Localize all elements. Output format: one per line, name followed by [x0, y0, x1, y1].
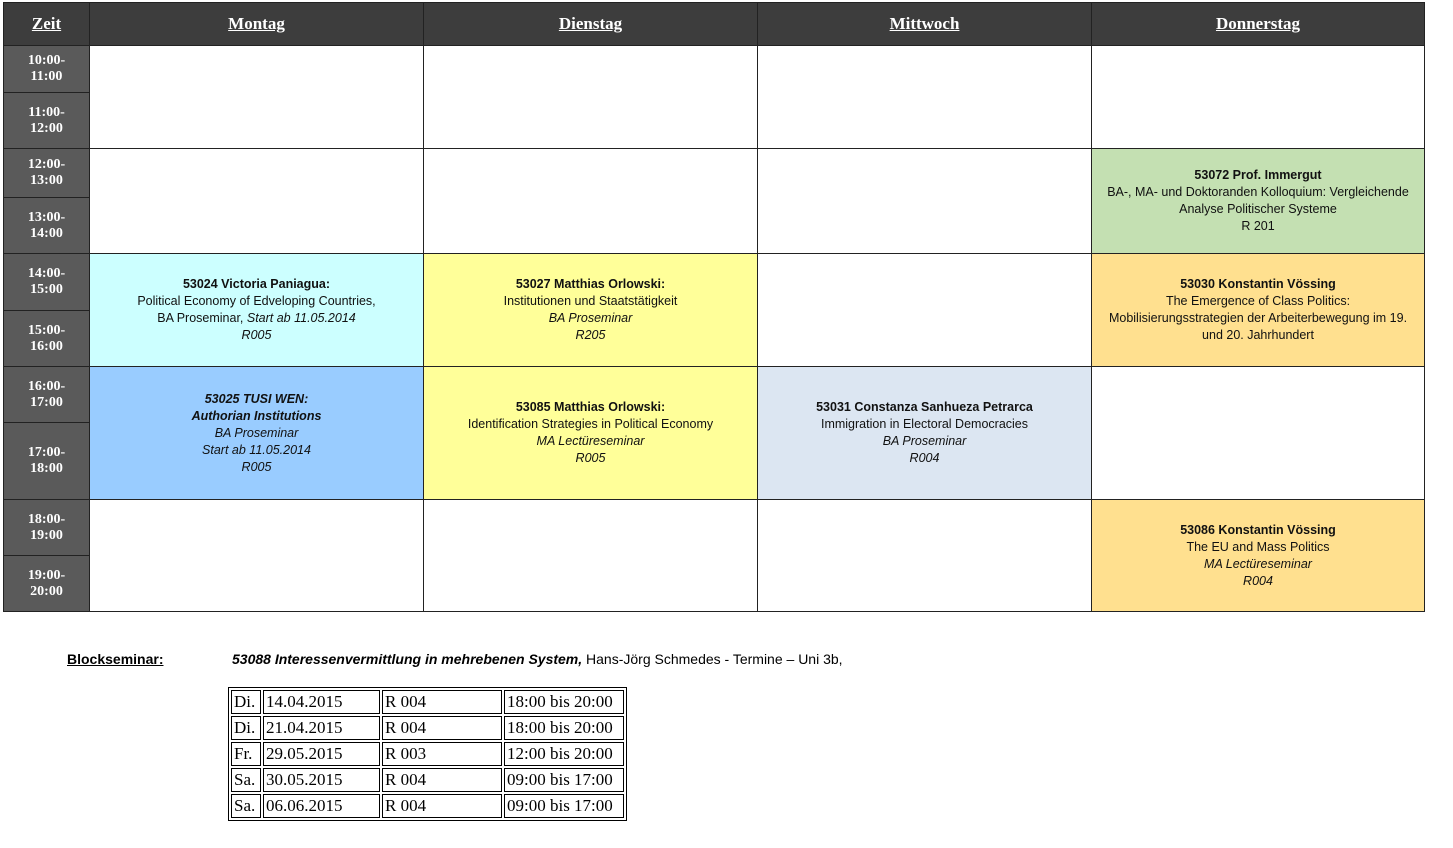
- course-subtitle: Mobilisierungsstrategien der Arbeiterbewegung im 19. und 20. Jahrhundert: [1108, 311, 1408, 342]
- course-code: 53086 Konstantin Vössing: [1180, 522, 1336, 537]
- empty-slot: [424, 46, 758, 149]
- date-room: R 004: [382, 768, 502, 792]
- empty-slot: [758, 500, 1092, 612]
- time-slot: 17:00- 18:00: [4, 423, 90, 500]
- date-day: Fr.: [231, 742, 261, 766]
- course-title: The EU and Mass Politics: [1186, 539, 1330, 554]
- empty-slot: [90, 46, 424, 149]
- course-room: R 201: [1241, 219, 1275, 233]
- course-type: MA Lectüreseminar: [1204, 556, 1312, 571]
- course-53086: [1092, 500, 1425, 612]
- course-53072: [1092, 149, 1425, 254]
- date-time: 18:00 bis 20:00: [504, 690, 624, 714]
- date-time: 09:00 bis 17:00: [504, 768, 624, 792]
- course-53024: [90, 254, 424, 367]
- course-room: R004: [1243, 573, 1273, 588]
- date-day: Sa.: [231, 768, 261, 792]
- course-title: Identification Strategies in Political Economy: [467, 417, 714, 431]
- date-day: Di.: [231, 716, 261, 740]
- course-53025: [90, 367, 424, 500]
- header-monday: Montag: [90, 3, 424, 46]
- course-53031: [758, 367, 1092, 500]
- empty-slot: [1092, 367, 1425, 500]
- course-title: Immigration in Electoral Democracies: [820, 417, 1028, 431]
- empty-slot: [758, 149, 1092, 254]
- course-type: BA Proseminar,: [157, 311, 247, 325]
- time-slot: 11:00- 12:00: [4, 93, 90, 149]
- course-53030: [1092, 254, 1425, 367]
- time-slot: 15:00- 16:00: [4, 311, 90, 367]
- date-value: 14.04.2015: [263, 690, 380, 714]
- date-value: 30.05.2015: [263, 768, 380, 792]
- date-value: 29.05.2015: [263, 742, 380, 766]
- date-time: 09:00 bis 17:00: [504, 794, 624, 818]
- date-room: R 003: [382, 742, 502, 766]
- date-room: R 004: [382, 794, 502, 818]
- course-type: BA Proseminar: [548, 311, 633, 325]
- time-slot: 14:00- 15:00: [4, 254, 90, 311]
- empty-slot: [424, 500, 758, 612]
- course-title: Political Economy of Edveloping Countries,: [137, 294, 376, 308]
- date-room: R 004: [382, 716, 502, 740]
- blockseminar-title: 53088 Interessenvermittlung in mehrebenen System,: [232, 651, 583, 667]
- date-value: 21.04.2015: [263, 716, 380, 740]
- header-tuesday: Dienstag: [424, 3, 758, 46]
- date-time: 18:00 bis 20:00: [504, 716, 624, 740]
- course-type: BA Proseminar: [214, 425, 299, 440]
- date-value: 06.06.2015: [263, 794, 380, 818]
- course-room: R004: [909, 451, 940, 465]
- blockseminar-label: Blockseminar:: [67, 651, 164, 667]
- header-row: [4, 3, 1425, 46]
- date-day: Di.: [231, 690, 261, 714]
- course-type: BA Proseminar: [882, 434, 967, 448]
- empty-slot: [424, 149, 758, 254]
- course-code: 53072 Prof. Immergut: [1194, 168, 1322, 182]
- course-start: Start ab 11.05.2014: [202, 442, 311, 457]
- course-room: R005: [575, 451, 606, 465]
- blockseminar-dates-table: [228, 687, 627, 821]
- course-start: Start ab 11.05.2014: [246, 311, 356, 325]
- course-title: Authorian Institutions: [191, 408, 322, 423]
- empty-slot: [90, 149, 424, 254]
- blockseminar-details: Hans-Jörg Schmedes - Termine – Uni 3b,: [582, 651, 843, 667]
- date-row: [231, 794, 624, 818]
- blockseminar-description: [232, 651, 843, 667]
- header-time: Zeit: [4, 3, 90, 46]
- date-row: [231, 690, 624, 714]
- course-room: R005: [241, 459, 272, 474]
- course-code: 53085 Matthias Orlowski:: [515, 400, 666, 414]
- time-slot: 10:00- 11:00: [4, 46, 90, 93]
- empty-slot: [758, 46, 1092, 149]
- time-slot: 12:00- 13:00: [4, 149, 90, 198]
- course-code: 53030 Konstantin Vössing: [1180, 277, 1336, 291]
- course-code: 53024 Victoria Paniagua:: [182, 277, 331, 291]
- course-title: BA-, MA- und Doktoranden Kolloquium: Vergleichende Analyse Politischer Systeme: [1107, 185, 1409, 216]
- course-53085: [424, 367, 758, 500]
- course-title: Institutionen und Staatstätigkeit: [503, 294, 678, 308]
- time-slot: 18:00- 19:00: [4, 500, 90, 556]
- course-type: MA Lectüreseminar: [536, 434, 645, 448]
- date-row: [231, 716, 624, 740]
- date-day: Sa.: [231, 794, 261, 818]
- date-row: [231, 742, 624, 766]
- date-time: 12:00 bis 20:00: [504, 742, 624, 766]
- empty-slot: [90, 500, 424, 612]
- date-row: [231, 768, 624, 792]
- course-room: R005: [241, 328, 272, 342]
- course-title: The Emergence of Class Politics:: [1165, 294, 1351, 308]
- header-thursday: Donnerstag: [1092, 3, 1425, 46]
- timetable: [3, 2, 1425, 612]
- empty-slot: [758, 254, 1092, 367]
- header-wednesday: Mittwoch: [758, 3, 1092, 46]
- course-room: R205: [575, 328, 606, 342]
- empty-slot: [1092, 46, 1425, 149]
- course-53027: [424, 254, 758, 367]
- course-code: 53027 Matthias Orlowski:: [515, 277, 666, 291]
- time-slot: 16:00- 17:00: [4, 367, 90, 423]
- time-slot: 13:00- 14:00: [4, 198, 90, 254]
- course-code: 53025 TUSI WEN:: [204, 391, 309, 406]
- date-room: R 004: [382, 690, 502, 714]
- course-code: 53031 Constanza Sanhueza Petrarca: [816, 400, 1033, 414]
- time-slot: 19:00- 20:00: [4, 556, 90, 612]
